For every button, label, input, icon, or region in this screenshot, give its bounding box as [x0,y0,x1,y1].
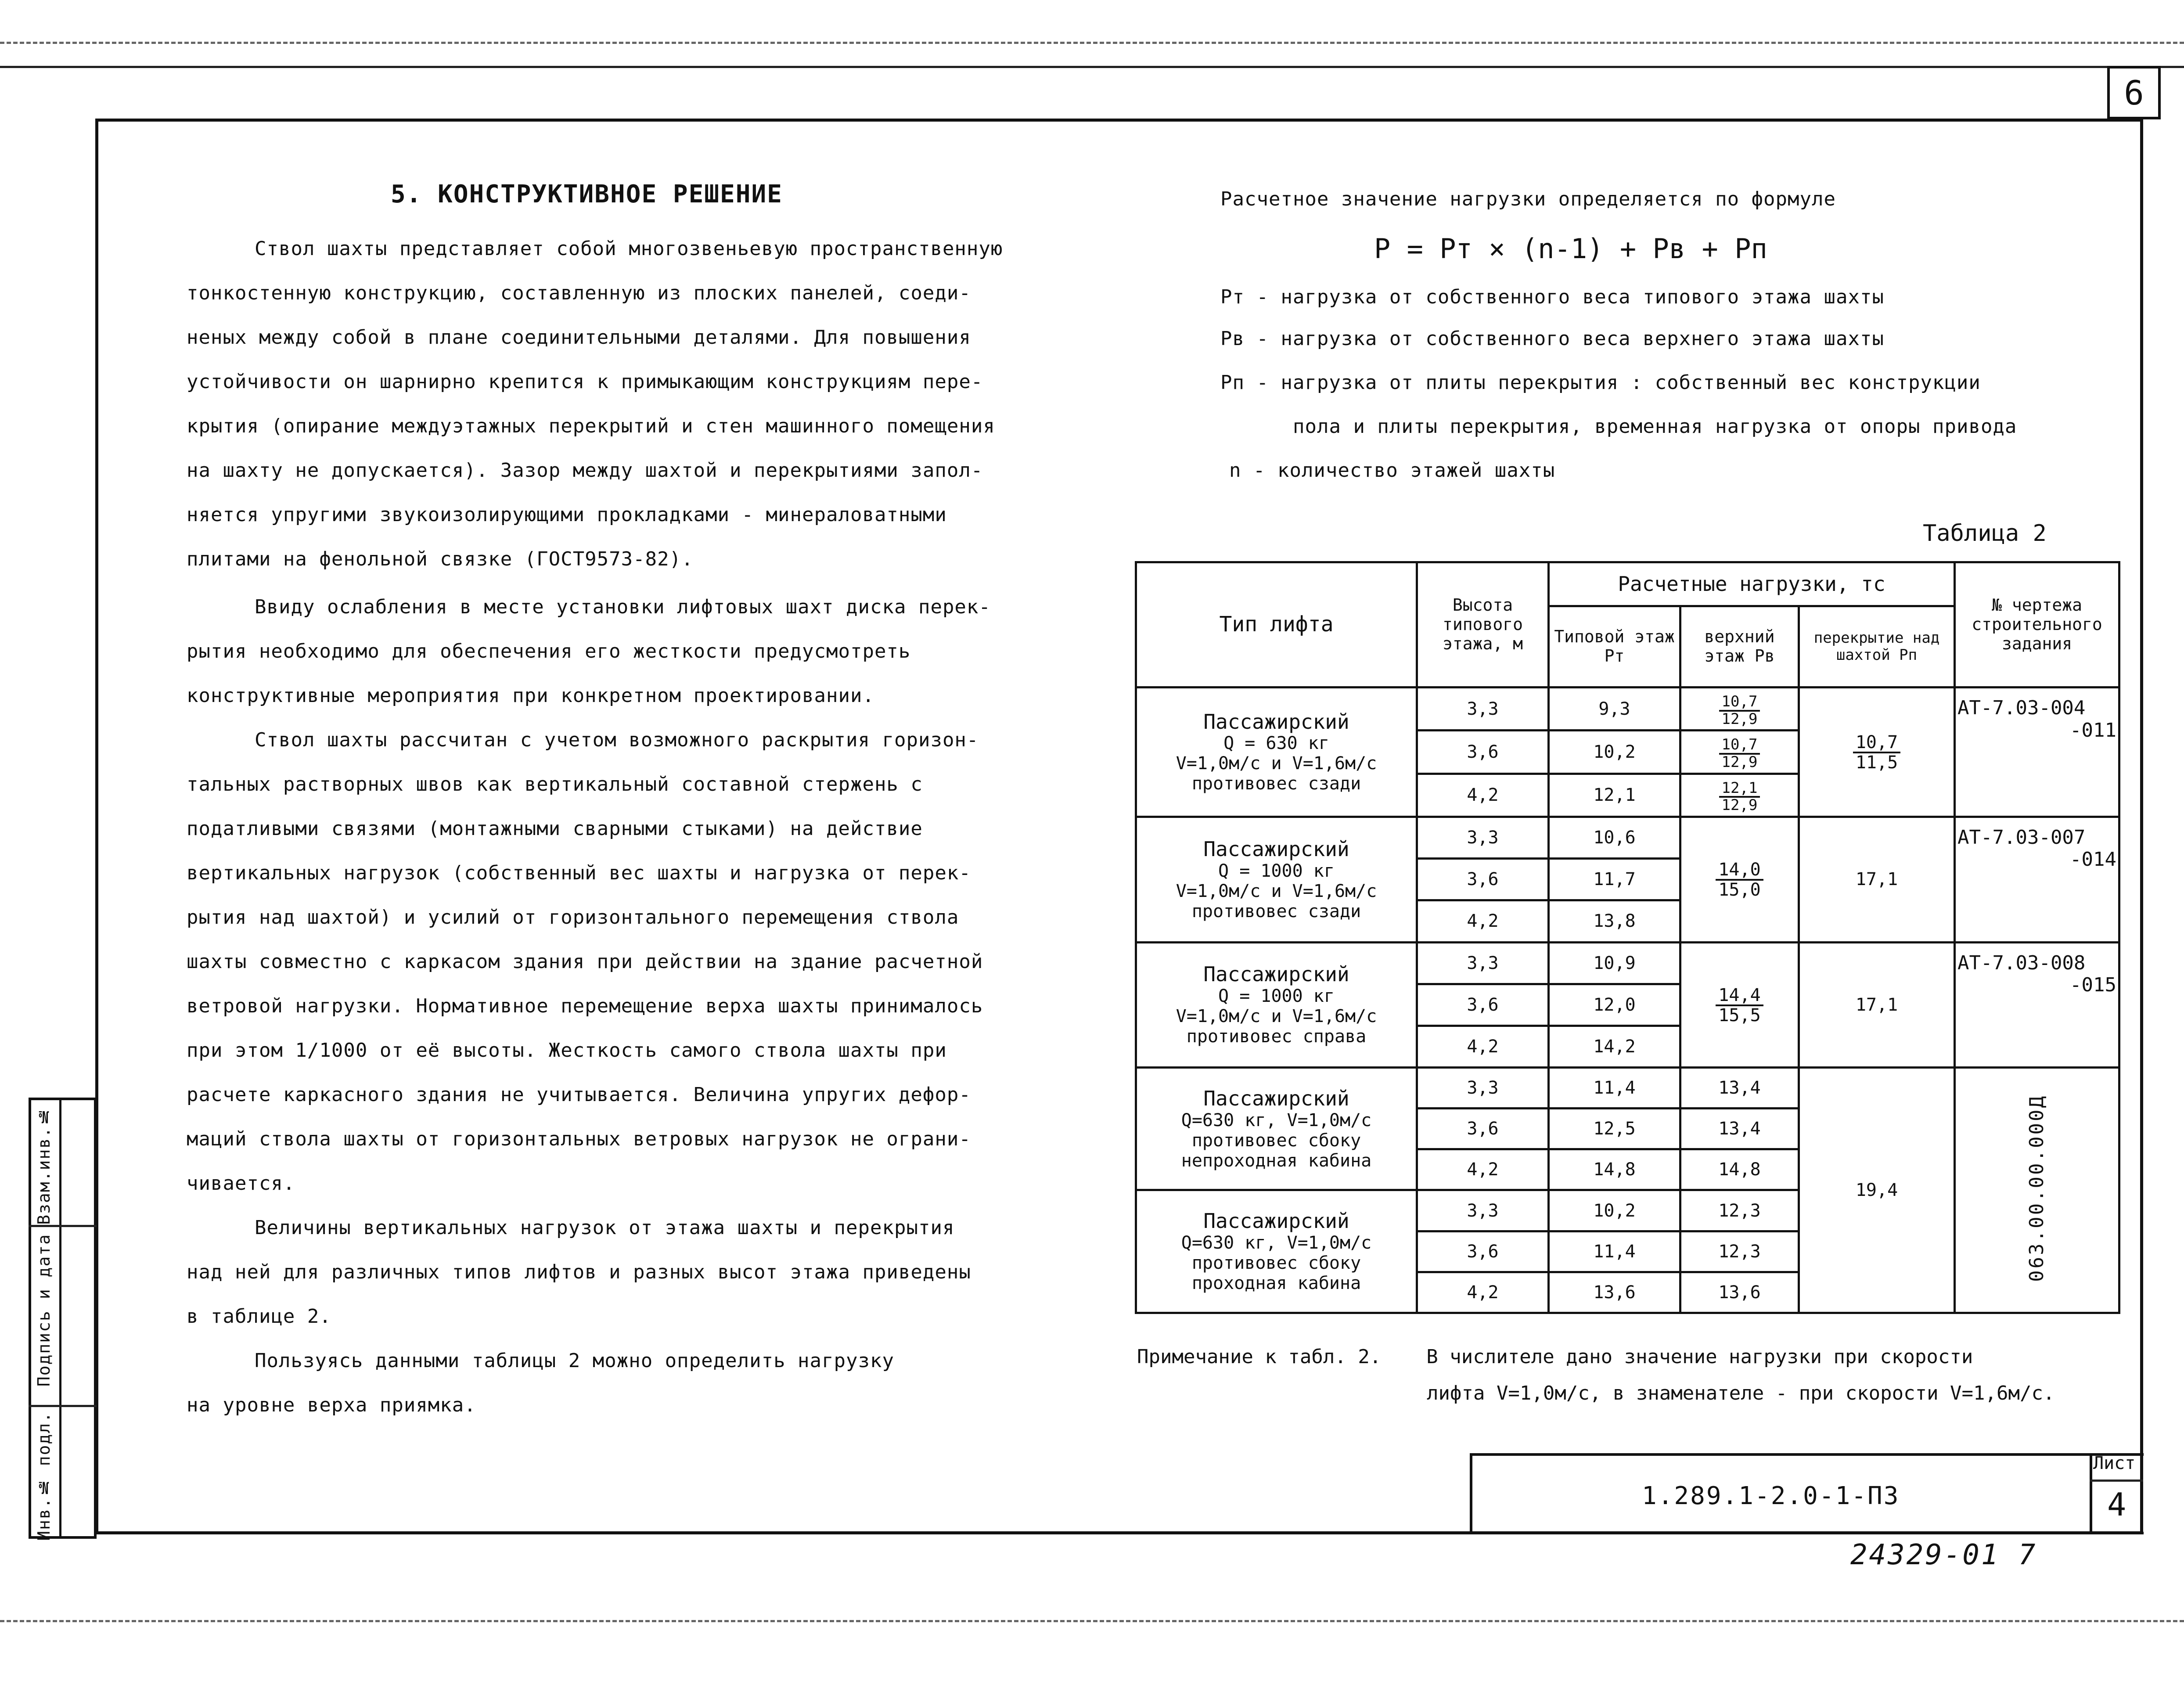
pp-cell-shared: 19,4 [1799,1068,1955,1313]
pv-cell: 13,6 [1680,1272,1799,1313]
height-cell: 4,2 [1417,900,1549,942]
section-line: шахты совместно с каркасом здания при действии на здание расчетной [187,950,983,973]
type-cell [1136,817,1417,942]
section-line: рытия необходимо для обеспечения его жесткости предусмотреть [187,640,911,662]
signature-date-label: Подпись и дата [34,1234,54,1387]
height-cell: 3,6 [1417,984,1549,1026]
section-heading: 5. КОНСТРУКТИВНОЕ РЕШЕНИЕ [391,180,783,209]
type-line: противовес сзади [1191,901,1361,922]
note-label: Примечание к табл. 2. [1137,1346,1382,1368]
vzam-inv-label: Взам.инв.№ [34,1106,54,1225]
formula: P = Pт × (n-1) + Pв + Pп [1374,233,1767,265]
drawing-cell [1955,688,2119,817]
section-line: няется упругими звукоизолирующими прокладками - минераловатными [187,504,947,526]
type-line: Пассажирский [1203,709,1349,734]
section-line: крытия (опирание междуэтажных перекрытий и стен машинного помещения [187,415,995,437]
section-line: в таблице 2. [187,1305,331,1328]
pt-cell: 10,9 [1549,942,1680,984]
pv-cell: 13,4 [1680,1068,1799,1109]
section-line: над ней для различных типов лифтов и разных высот этажа приведены [187,1261,971,1283]
header-typical: Типовой этаж Pт [1549,606,1680,688]
drawing-cell [1955,817,2119,942]
section-line: неных между собой в плане соединительными деталями. Для повышения [187,326,971,349]
formula-intro: Расчетное значение нагрузки определяется по формуле [1220,188,1836,210]
type-cell [1136,688,1417,817]
pt-cell: 14,8 [1549,1149,1680,1190]
pt-cell: 10,2 [1549,1190,1680,1231]
type-line: Пассажирский [1203,1086,1349,1110]
type-cell [1136,1068,1417,1190]
type-line: противовес сбоку [1191,1130,1361,1151]
header-top: верхний этаж Pв [1680,606,1799,688]
type-line: V=1,0м/с и V=1,6м/с [1176,753,1377,774]
pv-denominator: 15,5 [1718,1005,1761,1026]
section-line: Ствол шахты представляет собой многозвеньевую пространственную [255,238,1003,260]
top-dashed-edge [0,42,2184,44]
type-line: противовес сзади [1191,774,1361,794]
drawing-code: АТ-7.03-007 [1957,826,2086,849]
drawing-code-suffix: -015 [2070,974,2117,997]
pv-cell [1680,688,1799,731]
section-line: плитами на фенольной связке (ГОСТ9573-82). [187,548,694,570]
pt-cell: 12,0 [1549,984,1680,1026]
section-line: ветровой нагрузки. Нормативное перемещение верха шахты принималось [187,995,983,1017]
section-line: податливыми связями (монтажными сварными стыками) на действие [187,817,923,840]
pt-cell: 11,7 [1549,859,1680,900]
pp-denominator: 11,5 [1855,752,1898,773]
height-cell: 3,3 [1417,1190,1549,1231]
type-line: Q = 1000 кг [1218,986,1335,1007]
type-line: Q = 1000 кг [1218,860,1335,881]
note-line-1: В числителе дано значение нагрузки при скорости [1426,1346,1973,1368]
type-line: противовес справа [1186,1026,1367,1047]
header-loads-group: Расчетные нагрузки, тс [1549,562,1955,606]
type-cell [1136,1190,1417,1313]
pv-cell: 12,3 [1680,1231,1799,1272]
height-cell: 3,3 [1417,1068,1549,1109]
section-line: тонкостенную конструкцию, составленную из плоских панелей, соеди- [187,282,971,304]
height-cell: 4,2 [1417,1149,1549,1190]
header-slab: перекрытие над шахтой Pп [1799,606,1955,688]
height-cell: 3,6 [1417,731,1549,774]
page-number: 6 [2107,66,2161,119]
side-divider [29,1405,97,1407]
type-line: непроходная кабина [1181,1150,1372,1171]
pt-cell: 11,4 [1549,1068,1680,1109]
pt-cell: 12,5 [1549,1109,1680,1149]
drawing-cell-shared [1955,1068,2119,1313]
section-line: устойчивости он шарнирно крепится к примыкающим конструкциям пере- [187,371,983,393]
pv-cell [1680,817,1799,942]
pv-denominator: 12,9 [1721,753,1758,771]
section-line: маций ствола шахты от горизонтальных ветровых нагрузок не ограни- [187,1128,971,1150]
pv-cell: 14,8 [1680,1149,1799,1190]
pt-cell: 13,8 [1549,900,1680,942]
pt-cell: 13,6 [1549,1272,1680,1313]
section-line: чивается. [187,1172,295,1195]
pv-cell: 12,3 [1680,1190,1799,1231]
height-cell: 3,6 [1417,1109,1549,1149]
section-line: Ввиду ослабления в месте установки лифтовых шахт диска перек- [255,596,991,618]
pv-denominator: 12,9 [1721,710,1758,728]
drawing-cell [1955,942,2119,1068]
pv-cell [1680,774,1799,817]
section-line: на уровне верха приямка. [187,1394,476,1416]
type-line: V=1,0м/с и V=1,6м/с [1176,1006,1377,1027]
pt-cell: 14,2 [1549,1026,1680,1067]
pt-cell: 12,1 [1549,774,1680,817]
pv-numerator: 10,7 [1719,694,1760,712]
pv-numerator: 12,1 [1719,781,1760,798]
pv-denominator: 15,0 [1718,880,1761,900]
formula-definition: Pт - нагрузка от собственного веса типового этажа шахты [1220,286,1884,308]
pv-numerator: 14,0 [1716,860,1763,881]
type-line: Пассажирский [1203,837,1349,861]
section-line: на шахту не допускается). Зазор между шахтой и перекрытиями запол- [187,459,983,482]
type-cell [1136,942,1417,1068]
note-line-2: лифта V=1,0м/с, в знаменателе - при скорости V=1,6м/с. [1427,1382,2055,1404]
type-line: Пассажирский [1203,962,1349,986]
table-title: Таблица 2 [1923,520,2047,547]
pv-cell [1680,731,1799,774]
section-line: Ствол шахты рассчитан с учетом возможного раскрытия горизон- [255,729,979,751]
pt-cell: 10,6 [1549,817,1680,858]
section-line: при этом 1/1000 от её высоты. Жесткость самого ствола шахты при [187,1039,947,1062]
formula-definition: Pп - нагрузка от плиты перекрытия : собственный вес конструкции [1220,371,1981,394]
height-cell: 4,2 [1417,1026,1549,1067]
sheet-divider [2090,1480,2143,1482]
pt-cell: 11,4 [1549,1231,1680,1272]
drawing-code-suffix: -011 [2070,719,2117,742]
pt-cell: 10,2 [1549,731,1680,774]
height-cell: 3,6 [1417,859,1549,900]
drawing-code: АТ-7.03-008 [1957,951,2086,974]
pt-cell: 9,3 [1549,688,1680,731]
side-divider [29,1225,97,1227]
header-drawing: № чертежа строительного задания [1955,562,2119,688]
drawing-code-vertical: 063.00.00.000Д [2025,1094,2048,1282]
pv-numerator: 14,4 [1716,986,1763,1006]
header-height: Высота типового этажа, м [1417,562,1549,688]
section-line: конструктивные мероприятия при конкретном проектировании. [187,684,874,707]
section-line: рытия над шахтой) и усилий от горизонтального перемещения ствола [187,906,959,929]
section-line: тальных растворных швов как вертикальный составной стержень с [187,773,923,796]
sheet-number: 4 [2107,1486,2126,1523]
pv-cell: 13,4 [1680,1109,1799,1149]
pv-cell [1680,942,1799,1068]
type-line: Q=630 кг, V=1,0м/с [1181,1233,1372,1253]
loads-table [1135,561,2120,1314]
pv-numerator: 10,7 [1719,737,1760,755]
pp-numerator: 10,7 [1853,733,1900,753]
pp-cell: 17,1 [1799,942,1955,1068]
top-rule [0,66,2184,68]
height-cell: 3,3 [1417,817,1549,858]
drawing-code: АТ-7.03-004 [1957,697,2086,719]
sheet-label: Лист [2093,1453,2136,1473]
section-line: расчете каркасного здания не учитывается. Величина упругих дефор- [187,1084,971,1106]
pp-cell [1799,688,1955,817]
pv-denominator: 12,9 [1721,796,1758,814]
height-cell: 3,3 [1417,688,1549,731]
type-line: противовес сбоку [1191,1253,1361,1274]
archive-number: 24329-01 7 [1850,1539,2037,1571]
height-cell: 4,2 [1417,774,1549,817]
header-type: Тип лифта [1136,562,1417,688]
document-code: 1.289.1-2.0-1-П3 [1642,1482,1900,1510]
formula-definition: Pв - нагрузка от собственного веса верхнего этажа шахты [1220,328,1884,350]
section-line: Пользуясь данными таблицы 2 можно определить нагрузку [255,1350,894,1372]
type-line: V=1,0м/с и V=1,6м/с [1176,881,1377,901]
height-cell: 3,3 [1417,942,1549,984]
formula-definition: пола и плиты перекрытия, временная нагрузка от опоры привода [1293,415,2017,438]
bottom-dashed-edge [0,1620,2184,1622]
table-note [1137,1346,1973,1368]
height-cell: 4,2 [1417,1272,1549,1313]
type-line: Q=630 кг, V=1,0м/с [1181,1110,1372,1130]
type-line: Q = 630 кг [1223,733,1329,754]
formula-definition: n - количество этажей шахты [1229,459,1555,482]
pp-cell: 17,1 [1799,817,1955,942]
type-line: Пассажирский [1203,1209,1349,1233]
inv-podl-label: Инв.№ подл. [34,1411,54,1541]
section-line: Величины вертикальных нагрузок от этажа шахты и перекрытия [255,1217,955,1239]
section-line: вертикальных нагрузок (собственный вес шахты и нагрузка от перек- [187,862,971,884]
drawing-code-suffix: -014 [2070,848,2117,871]
height-cell: 3,6 [1417,1231,1549,1272]
type-line: проходная кабина [1191,1273,1361,1294]
